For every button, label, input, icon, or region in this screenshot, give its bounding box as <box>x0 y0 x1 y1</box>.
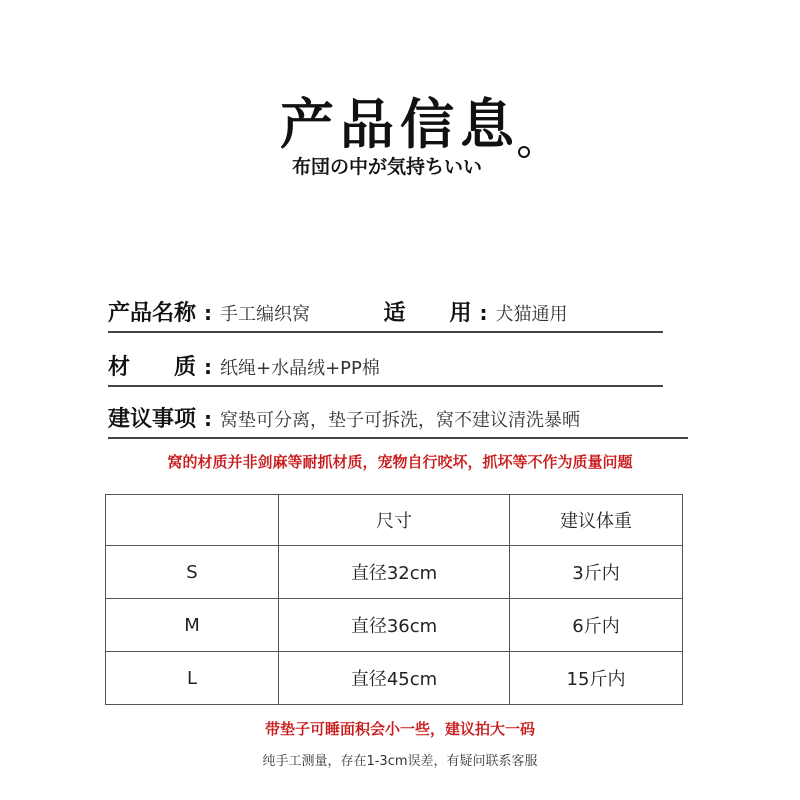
table-row <box>106 546 683 599</box>
table-row <box>106 599 683 652</box>
use-label: 适 用 <box>383 301 472 326</box>
diameter-value: 直径45cm <box>279 652 510 705</box>
subtitle-text: 布団の中が気持ちいい <box>292 156 483 178</box>
table-header-size: 尺寸 <box>279 495 510 546</box>
size-label: M <box>106 599 279 652</box>
circle-dot-icon <box>518 146 530 158</box>
size-table <box>105 494 683 705</box>
material-label: 材 质 <box>108 355 197 380</box>
use-value: 犬猫通用 <box>495 304 568 325</box>
colon: : <box>204 301 213 325</box>
size-label: S <box>106 546 279 599</box>
weight-value: 3斤内 <box>510 546 683 599</box>
page-subtitle <box>292 152 482 179</box>
footer-note-gray: 纯手工测量，存在1-3cm误差，有疑问联系客服 <box>262 754 538 769</box>
advice-value: 窝垫可分离，垫子可拆洗，窝不建议清洗暴晒 <box>220 410 581 431</box>
footer-note-red: 带垫子可睡面积会小一些，建议拍大一码 <box>264 720 535 738</box>
table-header-cell <box>106 495 279 546</box>
colon: : <box>204 355 213 379</box>
name-value: 手工编织窝 <box>220 304 311 325</box>
material-value: 纸绳+水晶绒+PP棉 <box>220 358 380 379</box>
table-header-weight: 建议体重 <box>510 495 683 546</box>
material-notice: 窝的材质并非剑麻等耐抓材质，宠物自行咬坏，抓坏等不作为质量问题 <box>167 453 633 471</box>
diameter-value: 直径32cm <box>279 546 510 599</box>
weight-value: 6斤内 <box>510 599 683 652</box>
size-label: L <box>106 652 279 705</box>
info-row-name <box>108 296 663 333</box>
diameter-value: 直径36cm <box>279 599 510 652</box>
colon: : <box>204 407 213 431</box>
name-label: 产品名称 <box>108 301 197 326</box>
advice-label: 建议事项 <box>108 407 197 432</box>
colon: : <box>479 301 488 325</box>
weight-value: 15斤内 <box>510 652 683 705</box>
info-row-advice <box>108 402 688 439</box>
page-title: 产品信息 <box>280 93 520 156</box>
info-row-material <box>108 350 663 387</box>
table-row <box>106 652 683 705</box>
table-header-row <box>106 495 683 546</box>
